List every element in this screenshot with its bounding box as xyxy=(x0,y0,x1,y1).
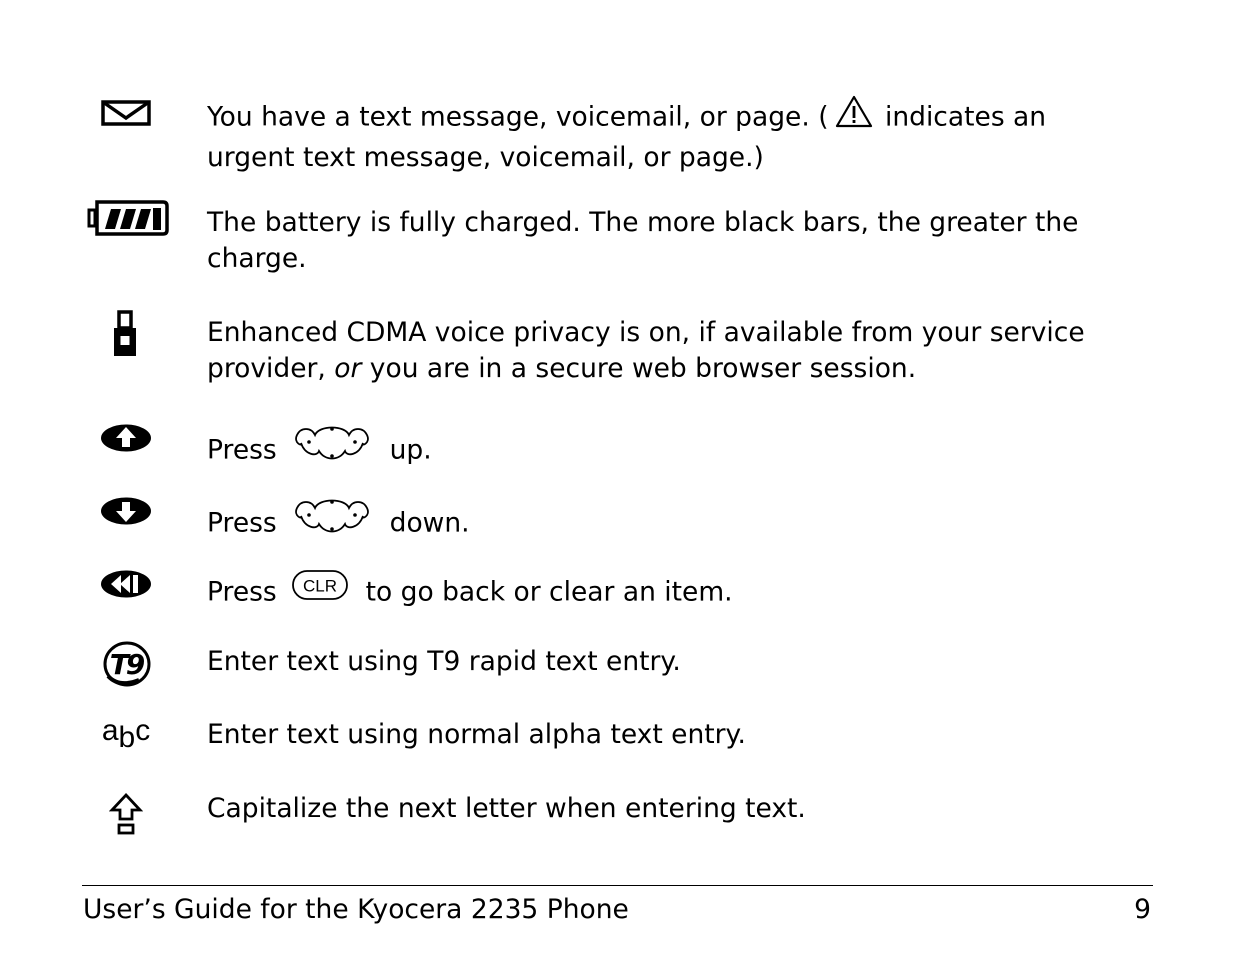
text-after: you are in a secure web browser session. xyxy=(361,353,917,384)
text-before: You have a text message, voicemail, or page. ( xyxy=(207,101,829,133)
envelope-icon xyxy=(84,98,168,128)
arrow-down-icon xyxy=(84,495,168,527)
row-description: Capitalize the next letter when entering text. xyxy=(207,793,806,824)
battery-full-icon xyxy=(86,198,170,238)
text-after: to go back or clear an item. xyxy=(365,576,733,608)
row-description xyxy=(207,571,1137,615)
row-description xyxy=(207,498,1137,550)
navigation-key-icon xyxy=(291,421,373,473)
clr-key-icon xyxy=(291,568,349,612)
page-number: 9 xyxy=(1134,894,1151,925)
row-description xyxy=(207,96,1137,176)
row-description xyxy=(207,425,1137,477)
lock-icon xyxy=(84,310,168,360)
abc-text-mode-icon xyxy=(84,714,168,754)
clr-key-label: CLR xyxy=(303,576,338,596)
row-description: Enter text using normal alpha text entry. xyxy=(207,719,746,750)
text-before: Enhanced CDMA voice privacy is on, if available from your service provider, xyxy=(207,317,1085,384)
abc-icon-letter-a: a xyxy=(101,714,119,747)
warning-triangle-icon xyxy=(835,94,873,138)
arrow-up-icon xyxy=(84,422,168,454)
abc-icon-letter-b: b xyxy=(118,721,136,754)
text-after: indicates an urgent text message, voicemail, or page.) xyxy=(207,101,1047,173)
navigation-key-icon xyxy=(291,494,373,546)
abc-icon-letter-c: c xyxy=(135,714,151,747)
footer-divider xyxy=(82,885,1153,886)
t9-icon xyxy=(84,636,168,690)
row-description: Enter text using T9 rapid text entry. xyxy=(207,646,681,677)
row-description: The battery is fully charged. The more black bars, the greater the charge. xyxy=(207,207,1079,274)
text-after: up. xyxy=(389,434,432,466)
shift-capitalize-icon xyxy=(84,792,168,838)
text-after: down. xyxy=(389,507,470,539)
emphasis: or xyxy=(334,353,362,384)
back-arrows-icon xyxy=(84,568,168,600)
text-before: Press xyxy=(207,434,277,466)
text-before: Press xyxy=(207,576,277,608)
row-description xyxy=(207,315,1137,387)
t9-icon-label: T9 xyxy=(109,648,143,681)
footer-title: User’s Guide for the Kyocera 2235 Phone xyxy=(83,894,629,925)
text-before: Press xyxy=(207,507,277,539)
